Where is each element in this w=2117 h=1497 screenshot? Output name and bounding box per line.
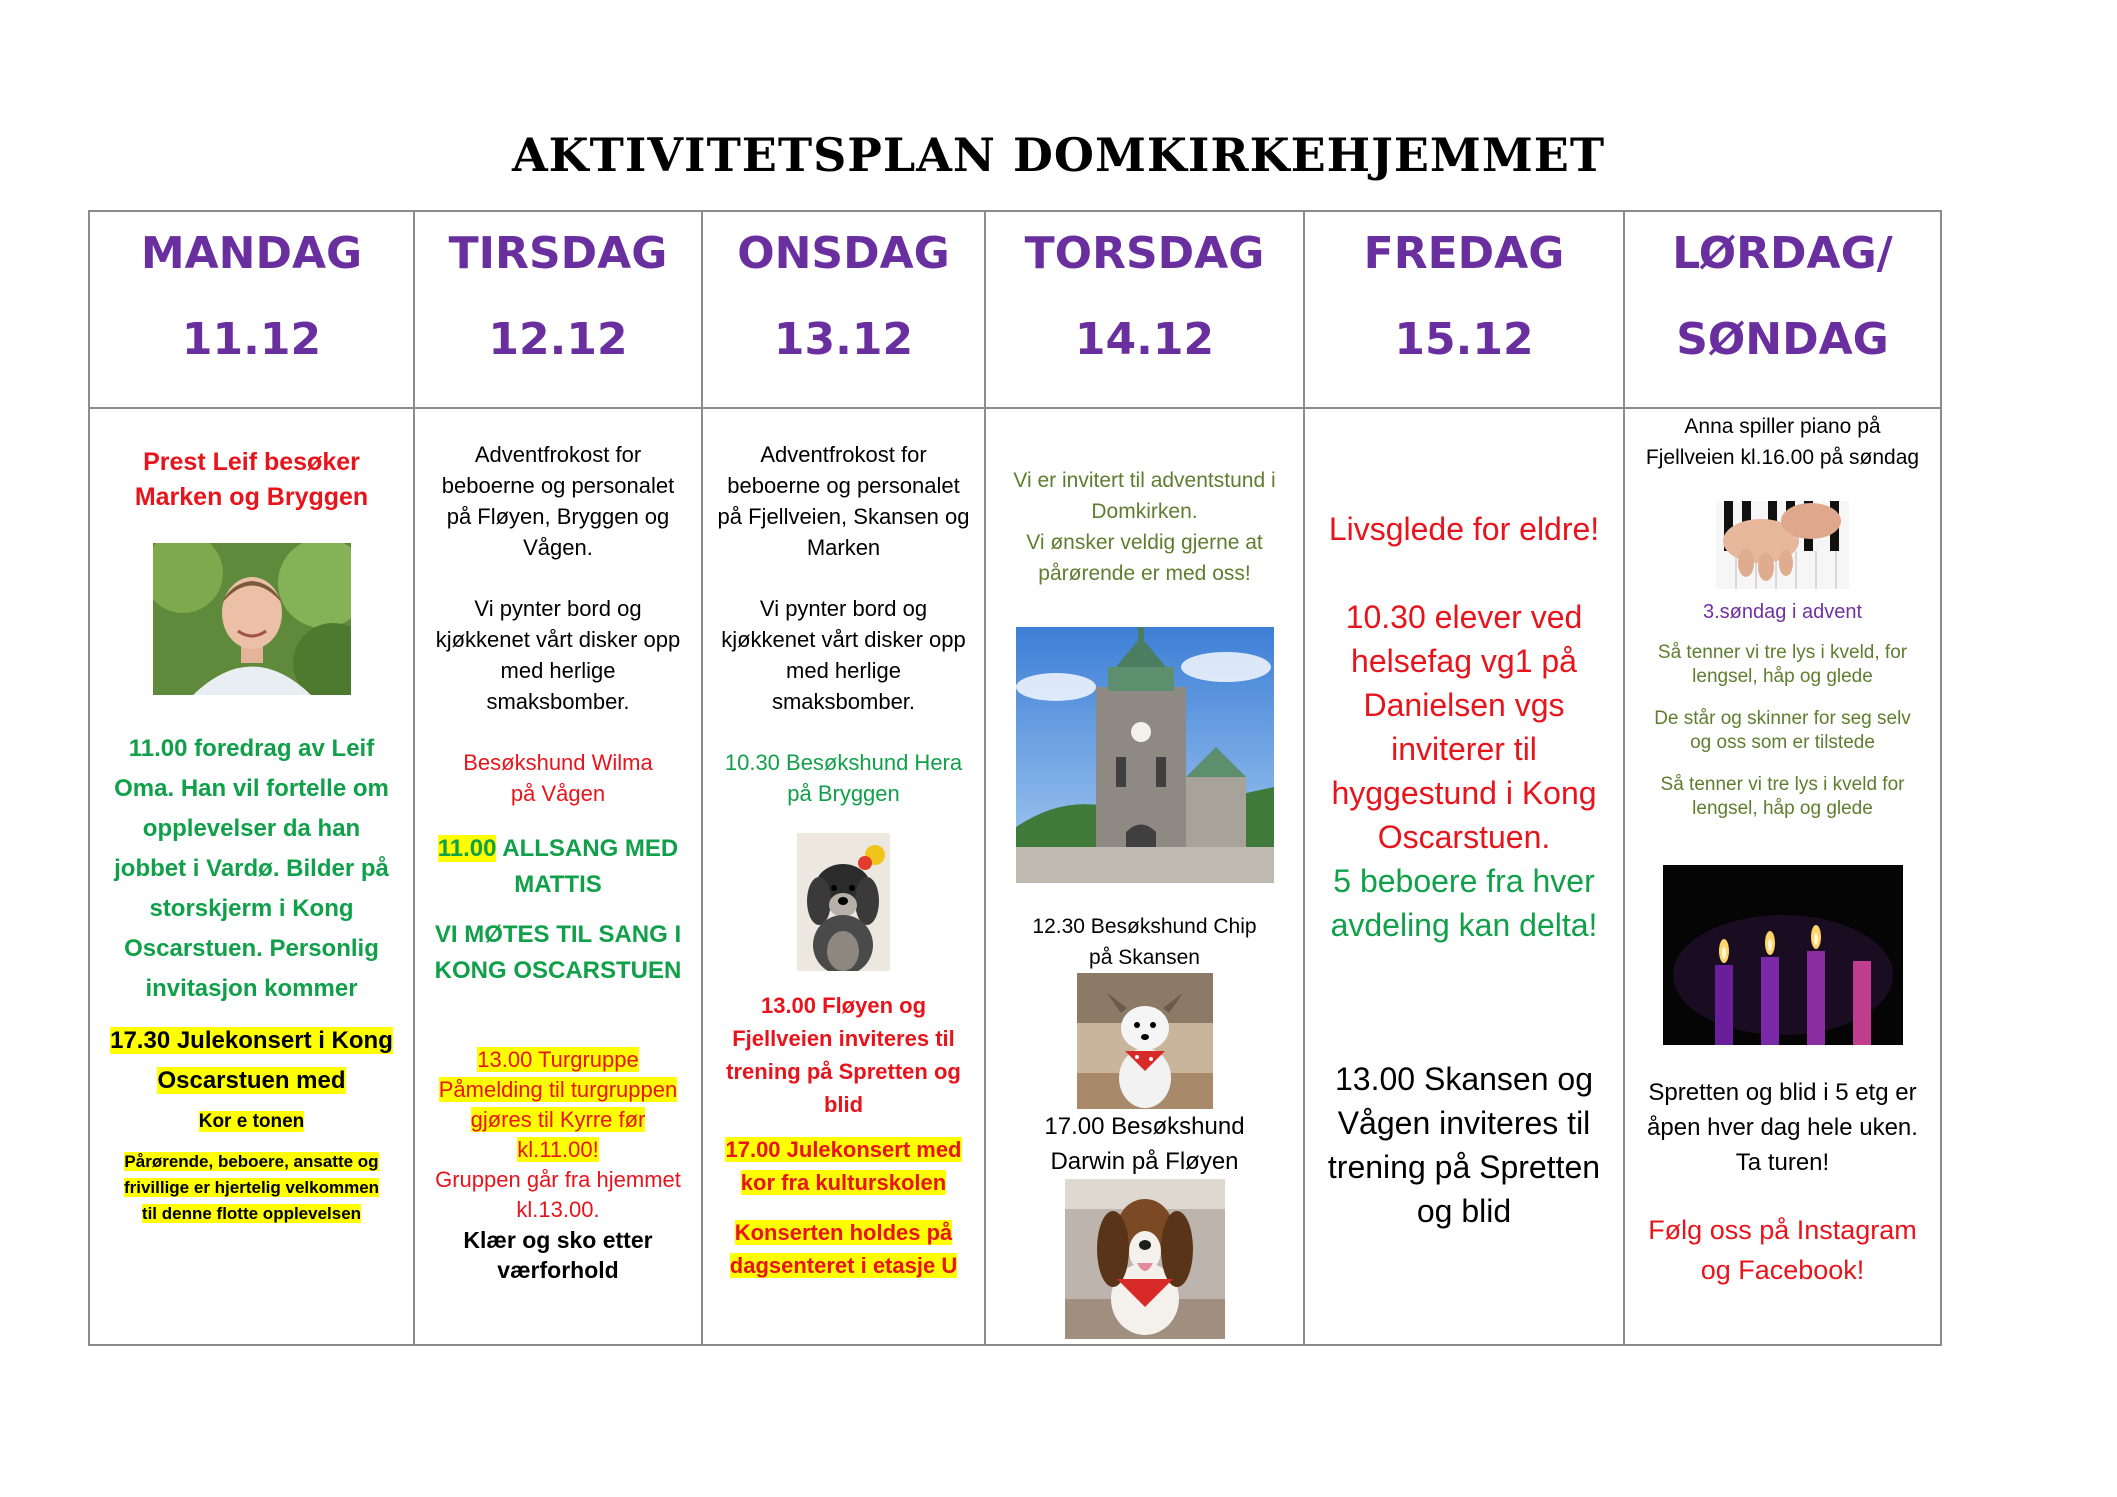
- tuesday-breakfast-line: beboerne og personalet: [441, 473, 675, 498]
- wednesday-dog-line: 10.30 Besøkshund Hera: [724, 750, 963, 775]
- wednesday-train-line: Fjellveien inviteres til: [732, 1026, 955, 1051]
- wednesday-dog-line: på Bryggen: [787, 781, 900, 806]
- day-date: 11.12: [181, 314, 322, 365]
- thursday-church-line: Vi ønsker veldig gjerne at: [1026, 531, 1263, 554]
- header-weekend: [1624, 211, 1941, 408]
- tuesday-walk-line: kl.11.00!: [517, 1137, 599, 1162]
- monday-talk-line: Oscarstuen. Personlig: [124, 935, 379, 962]
- tuesday-clothes-line: værforhold: [497, 1257, 619, 1283]
- weekend-piano-line: Anna spiller piano på: [1684, 415, 1881, 438]
- tuesday-walk-line: Gruppen går fra hjemmet: [435, 1167, 681, 1192]
- weekend-verse-line: lengsel, håp og glede: [1692, 798, 1873, 819]
- day-date: 14.12: [1074, 314, 1215, 365]
- wednesday-concert-line: kor fra kulturskolen: [740, 1170, 947, 1195]
- weekend-open-line: Ta turen!: [1735, 1149, 1830, 1176]
- wednesday-venue-line: dagsenteret i etasje U: [729, 1253, 958, 1278]
- cell-tuesday: [414, 408, 702, 1345]
- tuesday-breakfast-line: på Fløyen, Bryggen og: [446, 504, 670, 529]
- piano-photo: [1716, 501, 1849, 589]
- header-wednesday: [702, 211, 985, 408]
- friday-residents-line: 5 beboere fra hver: [1333, 863, 1595, 899]
- wednesday-decor-line: Vi pynter bord og: [759, 596, 928, 621]
- day-name: FREDAG: [1363, 228, 1565, 279]
- weekend-follow-line: og Facebook!: [1700, 1255, 1865, 1285]
- wednesday-decor-line: med herlige: [786, 658, 901, 683]
- weekend-verse-line: Så tenner vi tre lys i kveld, for: [1657, 642, 1908, 663]
- tuesday-dog-line: på Vågen: [510, 781, 606, 806]
- friday-train-line: trening på Spretten: [1327, 1149, 1601, 1185]
- tuesday-sing-time: 11.00: [437, 835, 497, 862]
- wednesday-venue-line: Konserten holdes på: [734, 1220, 953, 1245]
- weekend-verse-line: og oss som er tilstede: [1690, 732, 1875, 753]
- weekend-verse-line: De står og skinner for seg selv: [1654, 708, 1911, 729]
- tuesday-sing-line: ALLSANG MED: [496, 835, 679, 862]
- friday-joy: Livsglede for eldre!: [1328, 511, 1600, 547]
- wednesday-breakfast-line: Adventfrokost for: [760, 442, 927, 467]
- thursday-dog2-line: 17.00 Besøkshund: [1044, 1113, 1245, 1140]
- weekend-advent: 3.søndag i advent: [1703, 601, 1862, 623]
- tuesday-walk-line: gjøres til Kyrre før: [470, 1107, 646, 1132]
- thursday-church-line: Domkirken.: [1091, 500, 1198, 523]
- friday-students-line: helsefag vg1 på: [1351, 643, 1577, 679]
- friday-students-line: Danielsen vgs: [1363, 687, 1565, 723]
- tuesday-walk-line: kl.13.00.: [516, 1197, 600, 1222]
- monday-talk-line: opplevelser da han: [142, 815, 361, 842]
- cell-weekend: [1624, 408, 1941, 1345]
- weekend-follow-line: Følg oss på Instagram: [1648, 1215, 1917, 1245]
- wednesday-train-line: blid: [823, 1092, 864, 1117]
- tuesday-decor-line: smaksbomber.: [486, 689, 630, 714]
- monday-talk-line: 11.00 foredrag av Leif: [128, 735, 375, 762]
- dog-hera-photo: [797, 833, 890, 971]
- monday-visit-line: Prest Leif besøker: [143, 448, 360, 476]
- tuesday-breakfast-line: Adventfrokost for: [474, 442, 642, 467]
- weekend-verse-line: Så tenner vi tre lys i kveld for: [1660, 774, 1905, 795]
- friday-residents-line: avdeling kan delta!: [1330, 907, 1598, 943]
- monday-welcome-line: Pårørende, beboere, ansatte og: [124, 1152, 379, 1171]
- weekend-piano-line: Fjellveien kl.16.00 på søndag: [1645, 446, 1920, 469]
- monday-talk-line: invitasjon kommer: [145, 975, 358, 1002]
- day-name: TORSDAG: [1024, 228, 1265, 279]
- tuesday-breakfast-line: Vågen.: [523, 535, 593, 560]
- wednesday-train-line: trening på Spretten og: [726, 1059, 961, 1084]
- tuesday-walk-line: Påmelding til turgruppen: [438, 1077, 678, 1102]
- day-date: SØNDAG: [1676, 314, 1889, 365]
- day-name: MANDAG: [140, 228, 363, 279]
- wednesday-decor-line: smaksbomber.: [771, 689, 916, 714]
- thursday-church-line: pårørende er med oss!: [1038, 562, 1251, 585]
- tuesday-sing-line: MATTIS: [514, 871, 602, 898]
- cell-wednesday: [702, 408, 985, 1345]
- tuesday-decor-line: kjøkkenet vårt disker opp: [435, 627, 681, 652]
- weekend-verse-line: lengsel, håp og glede: [1692, 666, 1873, 687]
- wednesday-breakfast-line: Marken: [806, 535, 881, 560]
- cathedral-photo: [1016, 627, 1274, 883]
- header-row: [89, 211, 1941, 408]
- cell-thursday: [985, 408, 1304, 1345]
- wednesday-breakfast-line: beboerne og personalet: [727, 473, 960, 498]
- tuesday-decor-line: Vi pynter bord og: [474, 596, 642, 621]
- day-date: 15.12: [1394, 314, 1534, 365]
- monday-welcome-line: til denne flotte opplevelsen: [141, 1204, 362, 1223]
- wednesday-train-line: 13.00 Fløyen og: [760, 993, 927, 1018]
- monday-talk-line: Oma. Han vil fortelle om: [114, 775, 389, 802]
- monday-welcome-line: frivillige er hjertelig velkommen: [123, 1178, 380, 1197]
- monday-concert-line: Oscarstuen med: [157, 1067, 346, 1094]
- activity-row: [89, 408, 1941, 1345]
- header-monday: [89, 211, 414, 408]
- dog-darwin-photo: [1065, 1179, 1225, 1339]
- cell-friday: [1304, 408, 1624, 1345]
- monday-talk-line: storskjerm i Kong: [149, 895, 354, 922]
- thursday-dog1-line: på Skansen: [1089, 946, 1200, 969]
- day-name: TIRSDAG: [448, 228, 668, 279]
- header-friday: [1304, 211, 1624, 408]
- page-title: AKTIVITETSPLAN DOMKIRKEHJEMMET: [511, 128, 1606, 182]
- day-date: 13.12: [773, 314, 914, 365]
- thursday-church-line: Vi er invitert til adventstund i: [1013, 469, 1276, 492]
- wednesday-breakfast-line: på Fjellveien, Skansen og: [717, 504, 970, 529]
- weekend-open-line: åpen hver dag hele uken.: [1647, 1114, 1918, 1141]
- friday-students-line: hyggestund i Kong: [1331, 775, 1597, 811]
- header-thursday: [985, 211, 1304, 408]
- tuesday-clothes-line: Klær og sko etter: [463, 1227, 653, 1253]
- cell-monday: [89, 408, 414, 1345]
- day-date: 12.12: [488, 314, 628, 365]
- day-name: LØRDAG/: [1672, 228, 1893, 279]
- friday-students-line: Oscarstuen.: [1377, 819, 1551, 855]
- candles-photo: [1663, 865, 1903, 1045]
- monday-visit-line: Marken og Bryggen: [134, 483, 369, 511]
- friday-students-line: 10.30 elever ved: [1345, 599, 1583, 635]
- friday-train-line: og blid: [1416, 1193, 1512, 1229]
- tuesday-walk-line: 13.00 Turgruppe: [477, 1047, 639, 1072]
- tuesday-meet-line: VI MØTES TIL SANG I: [434, 921, 682, 948]
- tuesday-decor-line: med herlige: [500, 658, 616, 683]
- dog-chip-photo: [1077, 973, 1213, 1109]
- weekend-open-line: Spretten og blid i 5 etg er: [1648, 1079, 1917, 1106]
- monday-talk-line: jobbet i Vardø. Bilder på: [114, 855, 389, 882]
- wednesday-decor-line: kjøkkenet vårt disker opp: [721, 627, 966, 652]
- tuesday-dog-line: Besøkshund Wilma: [463, 750, 653, 775]
- monday-choir: Kor e tonen: [198, 1111, 305, 1132]
- monday-concert-line: 17.30 Julekonsert i Kong: [110, 1027, 393, 1054]
- friday-train-line: 13.00 Skansen og: [1335, 1061, 1593, 1097]
- friday-train-line: Vågen inviteres til: [1337, 1105, 1591, 1141]
- activity-table: [88, 210, 1942, 1346]
- tuesday-meet-line: KONG OSCARSTUEN: [434, 957, 682, 984]
- day-name: ONSDAG: [737, 228, 950, 279]
- header-tuesday: [414, 211, 702, 408]
- thursday-dog1-line: 12.30 Besøkshund Chip: [1032, 915, 1257, 938]
- thursday-dog2-line: Darwin på Fløyen: [1050, 1148, 1239, 1175]
- wednesday-concert-line: 17.00 Julekonsert med: [725, 1137, 962, 1162]
- friday-students-line: inviterer til: [1391, 731, 1537, 767]
- priest-photo: [153, 543, 351, 695]
